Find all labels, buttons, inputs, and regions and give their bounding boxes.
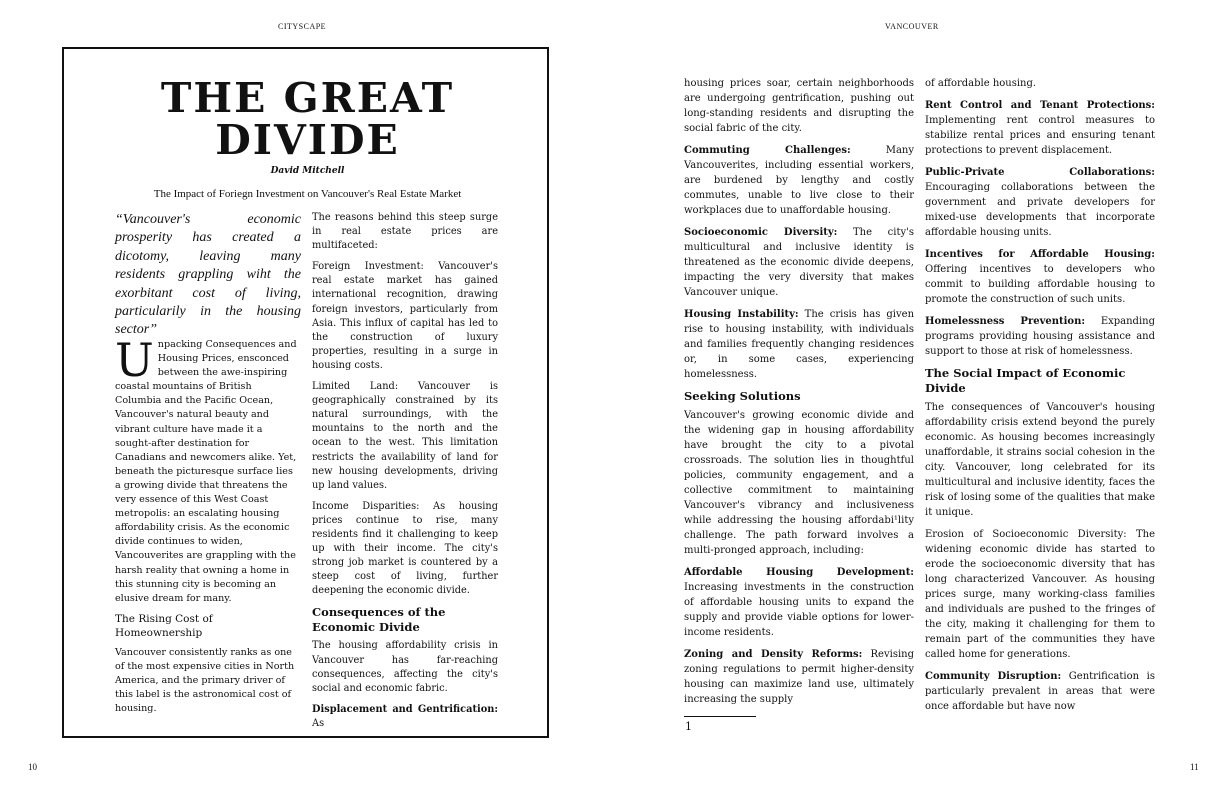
- homelessness-text: Expanding programs providing housing assistance and support to those at risk of homelessness.: [925, 316, 1155, 357]
- affordable-dev-paragraph: [684, 565, 914, 640]
- running-header-right: VANCOUVER: [885, 22, 939, 31]
- community-paragraph: [925, 669, 1155, 714]
- socio-label: Socioeconomic Diversity:: [684, 227, 838, 238]
- drop-cap: U: [115, 333, 154, 387]
- consequences-paragraph: The housing affordability crisis in Vancouver has far-reaching consequences, affecting the city's social and economic fabric.: [312, 640, 498, 694]
- ppp-paragraph: [925, 165, 1155, 240]
- erosion-paragraph: Erosion of Socioeconomic Diversity: The widening economic divide has started to erode the socioeconomic diversity that has long characterized Vancouver. As housing prices surge, many working-class families and individuals are pushed to the fringes of the city, making it challenging for them to remain part of the communities they have called home for generations.: [925, 529, 1155, 660]
- page-number-left: 10: [28, 762, 37, 772]
- col2-intro: The reasons behind this steep surge in real estate prices are multifaceted:: [312, 212, 498, 252]
- article-column-2: [312, 211, 498, 738]
- consequences-heading: Consequences of the Economic Divide: [312, 605, 446, 635]
- incentives-paragraph: [925, 247, 1155, 307]
- intro-paragraph: [115, 333, 301, 606]
- zoning-continued: of affordable housing.: [925, 78, 1037, 89]
- title-line-1: THE GREAT: [160, 74, 455, 122]
- ppp-text: Encouraging collaborations between the government and private developers for mixed-use developments that incorporate affordable housing units.: [925, 182, 1155, 238]
- author-byline: David Mitchell: [270, 166, 345, 176]
- zoning-label: Zoning and Density Reforms:: [684, 649, 863, 660]
- displacement-label: Displacement and Gentrification:: [312, 703, 498, 715]
- instability-label: Housing Instability:: [684, 309, 799, 320]
- commuting-text: Many Vancouverites, including essential workers, are burdened by lengthy and costly commutes, unable to live close to their workplaces due to unaffordable housing.: [684, 145, 914, 216]
- affordable-dev-text: Increasing investments in the construction of affordable housing units to expand the supply and provide viable options for lower-income residents.: [684, 582, 914, 638]
- right-column-2: [925, 76, 1155, 721]
- homelessness-label: Homelessness Prevention:: [925, 316, 1086, 327]
- seeking-solutions-heading: Seeking Solutions: [684, 389, 801, 403]
- incentives-text: Offering incentives to developers who commit to building affordable housing to promote the construction of such units.: [925, 264, 1155, 305]
- displacement-start: As: [312, 717, 325, 729]
- commuting-label: Commuting Challenges:: [684, 145, 851, 156]
- affordable-dev-label: Affordable Housing Development:: [684, 567, 914, 578]
- rent-control-paragraph: [925, 98, 1155, 158]
- social-impact-heading: The Social Impact of Economic Divide: [925, 366, 1126, 395]
- right-column-1: [684, 76, 914, 714]
- page-number-right: 11: [1190, 762, 1199, 772]
- incentives-label: Incentives for Affordable Housing:: [925, 249, 1155, 260]
- intro-text: npacking Consequences and Housing Prices, ensconced between the awe-inspiring coastal mountains of British Columbia and the Pacific Ocean, Vancouver's natural beauty and vibrant culture have made it a sought-after destination for Canadians and newcomers alike. Yet, beneath the picturesque surface lies a growing divide that threatens the very essence of this West Coast metropolis: an escalating housing affordability crisis. As the economic divide continues to widen, Vancouverites are grappling with the harsh reality that owning a home in this stunning city is becoming an elusive dream for many.: [115, 339, 297, 604]
- zoning-text: Revising zoning regulations to permit higher-density housing can maximize land use, ultimately increasing the supply: [684, 649, 914, 705]
- footnote-rule: [684, 716, 756, 717]
- ppp-label: Public-Private Collaborations:: [925, 167, 1155, 178]
- rising-cost-paragraph: Vancouver consistently ranks as one of the most expensive cities in North America, and the primary driver of this label is the astronomical cost of housing.: [115, 646, 295, 715]
- socio-paragraph: [684, 225, 914, 300]
- title-line-2: DIVIDE: [215, 116, 400, 164]
- limited-land-paragraph: Limited Land: Vancouver is geographically constrained by its natural surroundings, with the mountains to the north and the ocean to the west. This limitation restricts the availability of land for new housing developments, driving up land values.: [312, 381, 498, 491]
- footnote-marker: 1: [685, 720, 692, 733]
- zoning-paragraph: [684, 647, 914, 707]
- social-impact-paragraph: The consequences of Vancouver's housing affordability crisis extend beyond the purely economic. As housing becomes increasingly unaffordable, it strains social cohesion in the city. Vancouver, long celebrated for its multicultural and inclusive identity, faces the risk of losing some of the qualities that make it unique.: [925, 402, 1155, 518]
- rising-cost-heading: The Rising Cost of Homeownership: [115, 612, 213, 639]
- rent-control-label: Rent Control and Tenant Protections:: [925, 100, 1155, 111]
- displacement-continued: housing prices soar, certain neighborhoods are undergoing gentrification, pushing out long-standing residents and disrupting the social fabric of the city.: [684, 78, 914, 134]
- intro-column: [115, 333, 301, 722]
- socio-text: The city's multicultural and inclusive identity is threatened as the economic divide deepens, impacting the very diversity that makes Vancouver unique.: [684, 227, 914, 298]
- commuting-paragraph: [684, 143, 914, 218]
- seeking-paragraph: Vancouver's growing economic divide and the widening gap in housing affordability have brought the city to a pivotal crossroads. The solution lies in thoughtful policies, community engagement, and a collective commitment to maintaining Vancouver's vibrancy and inclusiveness while addressing the housing affordabi¹lity challenge. The path forward involves a multi-pronged approach, including:: [684, 410, 914, 556]
- community-label: Community Disruption:: [925, 671, 1062, 682]
- rent-control-text: Implementing rent control measures to stabilize rental prices and ensuring tenant protections to prevent displacement.: [925, 115, 1155, 156]
- running-header-left: CITYSCAPE: [278, 22, 327, 31]
- income-disparities-paragraph: Income Disparities: As housing prices continue to rise, many residents find it challenging to keep up with their income. The city's strong job market is countered by a steep cost of living, further deepening the economic divide.: [312, 500, 498, 597]
- article-title: [64, 74, 551, 164]
- instability-paragraph: [684, 307, 914, 382]
- foreign-investment-paragraph: Foreign Investment: Vancouver's real estate market has gained international recognition, drawing foreign investors, particularly from Asia. This influx of capital has led to the construction of luxury properties, resulting in a surge in housing costs.: [312, 261, 498, 371]
- article-subtitle: The Impact of Foriegn Investment on Vancouver's Real Estate Market: [153, 188, 462, 200]
- pull-quote: “Vancouver's economic prosperity has created a dicotomy, leaving many residents grappling wiht the exorbitant cost of living, particularily in the housing sector”: [115, 212, 301, 338]
- homelessness-paragraph: [925, 314, 1155, 359]
- instability-text: The crisis has given rise to housing instability, with individuals and families frequently changing residences or, in some cases, experiencing homelessness.: [684, 309, 915, 380]
- displacement-paragraph: [312, 703, 498, 731]
- community-text: Gentrification is particularly prevalent in areas that were once affordable but have now: [925, 671, 1155, 712]
